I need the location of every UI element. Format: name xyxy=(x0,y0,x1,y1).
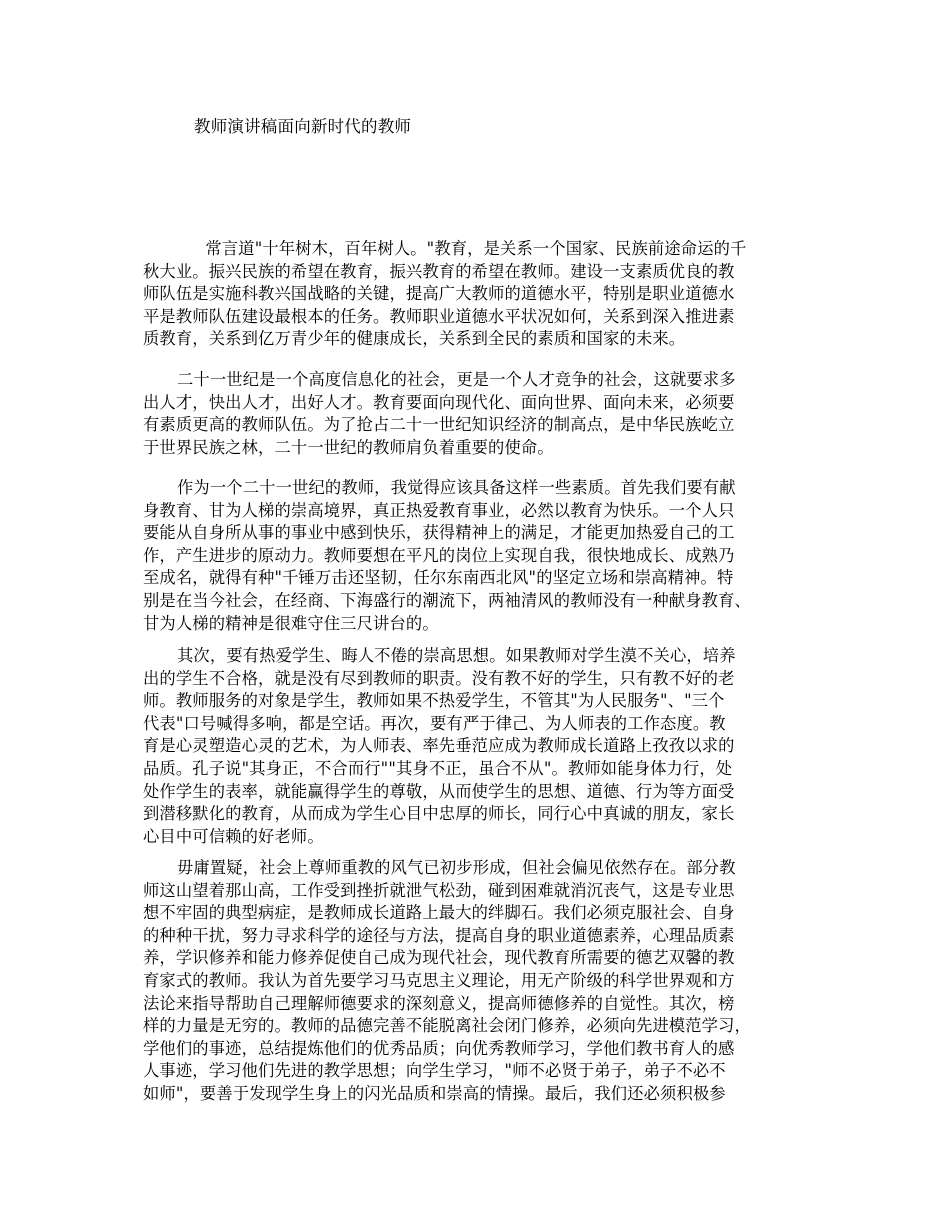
paragraph-line: 要能从自身所从事的事业中感到快乐，获得精神上的满足，才能更加热爱自己的工 xyxy=(143,523,735,543)
paragraph-4 xyxy=(143,645,823,848)
paragraph-line: 师。教师服务的对象是学生，教师如果不热爱学生，不管其"为人民服务"、"三个 xyxy=(143,691,725,711)
paragraph-2 xyxy=(143,369,823,459)
paragraph-line: 作，产生进步的原动力。教师要想在平凡的岗位上实现自我，很快地成长、成熟乃 xyxy=(143,545,735,565)
paragraph-line: 平是教师队伍建设最根本的任务。教师职业道德水平状况如何，关系到深入推进素 xyxy=(143,306,735,326)
paragraph-line: 样的力量是无穷的。教师的品德完善不能脱离社会闭门修养，必须向先进模范学习， xyxy=(143,1016,751,1036)
paragraph-5 xyxy=(143,857,823,1106)
paragraph-line: 学他们的事迹，总结提炼他们的优秀品质；向优秀教师学习，学他们教书育人的感 xyxy=(143,1038,735,1058)
paragraph-line: 品质。孔子说"其身正，不合而行""其身不正，虽合不从"。教师如能身体力行，处 xyxy=(143,758,733,778)
paragraph-line: 有素质更高的教师队伍。为了抢占二十一世纪知识经济的制高点，是中华民族屹立 xyxy=(143,415,735,435)
paragraph-line: 秋大业。振兴民族的希望在教育，振兴教育的希望在教师。建设一支素质优良的教 xyxy=(143,261,735,281)
paragraph-line: 毋庸置疑，社会上尊师重教的风气已初步形成，但社会偏见依然存在。部分教 xyxy=(177,858,736,877)
paragraph-line: 常言道"十年树木，百年树人。"教育，是关系一个国家、民族前途命运的千 xyxy=(189,239,747,258)
paragraph-line: 养，学识修养和能力修养促使自己成为现代社会，现代教育所需要的德艺双馨的教 xyxy=(143,948,735,968)
paragraph-line: 身教育、甘为人梯的崇高境界，真正热爱教育事业，必然以教育为快乐。一个人只 xyxy=(143,500,735,520)
paragraph-line: 的种种干扰，努力寻求科学的途径与方法，提高自身的职业道德素养，心理品质素 xyxy=(143,925,735,945)
paragraph-line: 到潜移默化的教育，从而成为学生心目中忠厚的师长，同行心中真诚的朋友，家长 xyxy=(143,804,735,824)
paragraph-line: 出人才，快出人才，出好人才。教育要面向现代化、面向世界、面向未来，必须要 xyxy=(143,392,735,412)
paragraph-line: 于世界民族之林，二十一世纪的教师肩负着重要的使命。 xyxy=(143,437,554,457)
paragraph-line: 法论来指导帮助自己理解师德要求的深刻意义，提高师德修养的自觉性。其次，榜 xyxy=(143,993,735,1013)
paragraph-line: 处作学生的表率，就能赢得学生的尊敬，从而使学生的思想、道德、行为等方面受 xyxy=(143,781,735,801)
paragraph-line: 质教育，关系到亿万青少年的健康成长，关系到全民的素质和国家的未来。 xyxy=(143,329,686,349)
paragraph-line: 其次，要有热爱学生、晦人不倦的崇高思想。如果教师对学生漠不关心，培养 xyxy=(177,646,736,665)
paragraph-line: 二十一世纪是一个高度信息化的社会，更是一个人才竞争的社会，这就要求多 xyxy=(177,370,736,389)
paragraph-line: 如师"，要善于发现学生身上的闪光品质和崇高的情操。最后，我们还必须积极参 xyxy=(143,1083,726,1103)
paragraph-line: 至成名，就得有种"千锤万击还坚韧，任尔东南西北风"的坚定立场和崇高精神。特 xyxy=(143,568,734,588)
paragraph-line: 想不牢固的典型病症，是教师成长道路上最大的绊脚石。我们必须克服社会、自身 xyxy=(143,903,735,923)
paragraph-line: 师这山望着那山高，工作受到挫折就泄气松劲，碰到困难就消沉丧气，这是专业思 xyxy=(143,880,735,900)
paragraph-line: 育家式的教师。我认为首先要学习马克思主义理论，用无产阶级的科学世界观和方 xyxy=(143,970,735,990)
paragraph-line: 心目中可信赖的好老师。 xyxy=(143,826,324,846)
paragraph-line: 出的学生不合格，就是没有尽到教师的职责。没有教不好的学生，只有教不好的老 xyxy=(143,668,735,688)
paragraph-line: 育是心灵塑造心灵的艺术，为人师表、率先垂范应成为教师成长道路上孜孜以求的 xyxy=(143,736,735,756)
paragraph-line: 代表"口号喊得多响，都是空话。再次，要有严于律己、为人师表的工作态度。教 xyxy=(143,713,726,733)
paragraph-line: 甘为人梯的精神是很难守住三尺讲台的。 xyxy=(143,613,439,633)
paragraph-line: 别是在当今社会，在经商、下海盛行的潮流下，两袖清风的教师没有一种献身教育、 xyxy=(143,590,751,610)
paragraph-3 xyxy=(143,477,823,635)
paragraph-line: 人事迹，学习他们先进的教学思想；向学生学习，"师不必贤于弟子，弟子不必不 xyxy=(143,1061,726,1081)
document-title: 教师演讲稿面向新时代的教师 xyxy=(194,117,412,136)
paragraph-1 xyxy=(143,238,823,351)
paragraph-line: 师队伍是实施科教兴国战略的关键，提高广大教师的道德水平，特别是职业道德水 xyxy=(143,284,735,304)
paragraph-line: 作为一个二十一世纪的教师，我觉得应该具备这样一些素质。首先我们要有献 xyxy=(177,478,736,497)
